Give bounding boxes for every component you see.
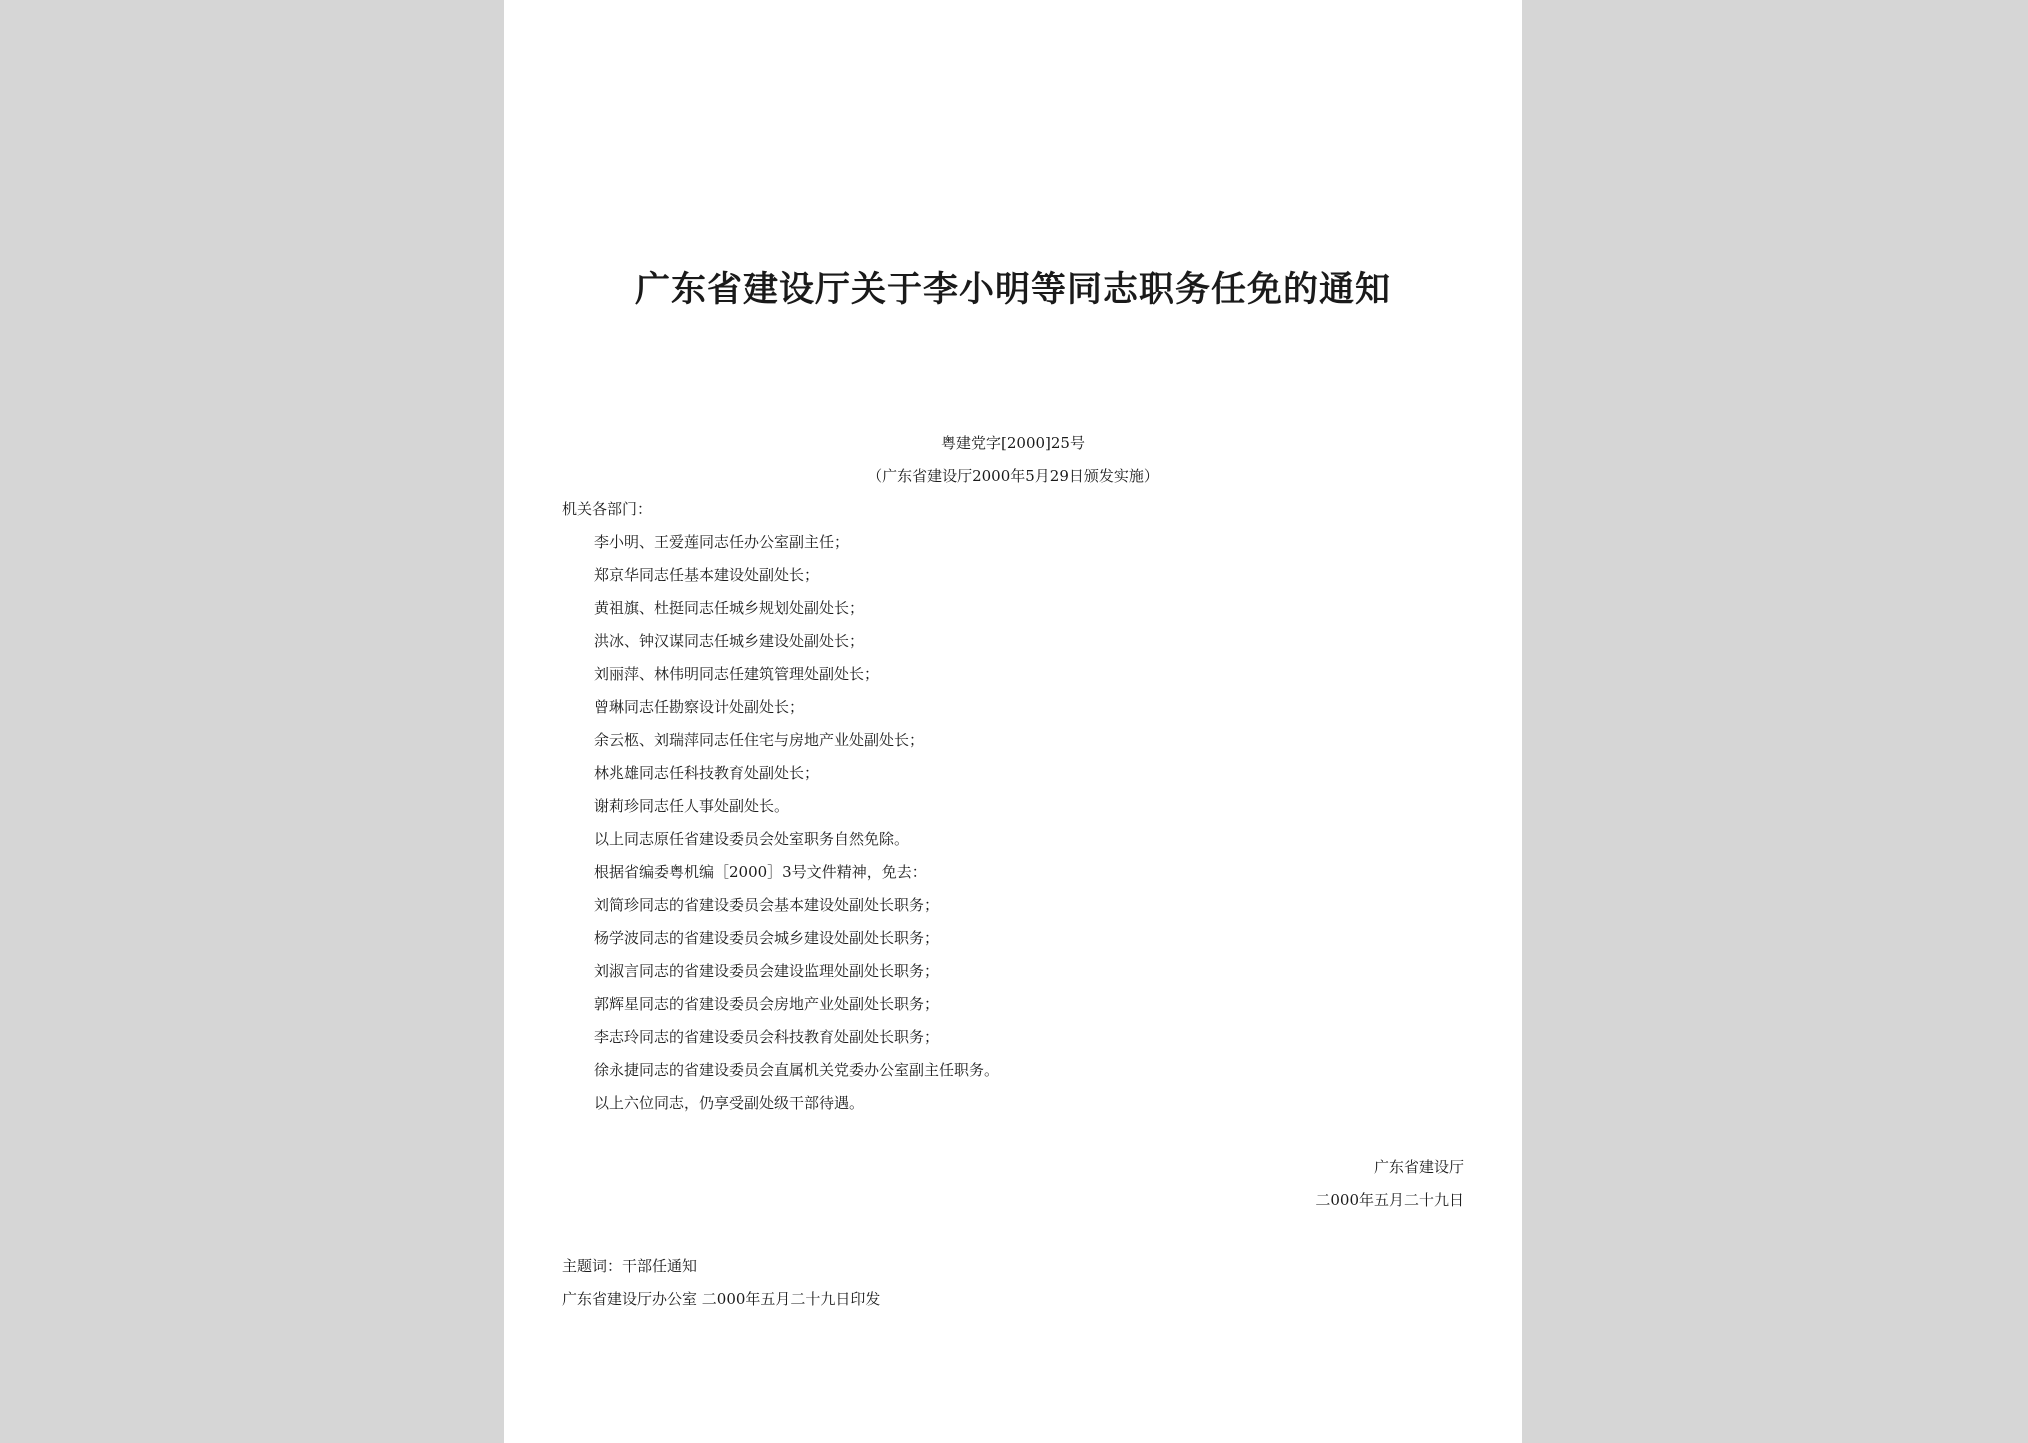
body-line: 根据省编委粤机编［2000］3号文件精神，免去： xyxy=(594,863,927,881)
body-line: 余云柩、刘瑞萍同志任住宅与房地产业处副处长； xyxy=(594,731,925,749)
body-line: 刘丽萍、林伟明同志任建筑管理处副处长； xyxy=(594,665,880,683)
body-line: 李志玲同志的省建设委员会科技教育处副处长职务； xyxy=(594,1028,940,1046)
body-line: 徐永捷同志的省建设委员会直属机关党委办公室副主任职务。 xyxy=(594,1061,1000,1079)
signature-date: 二000年五月二十九日 xyxy=(1315,1191,1464,1209)
body-line: 杨学波同志的省建设委员会城乡建设处副处长职务； xyxy=(594,929,940,947)
body-line: 黄祖旗、杜挺同志任城乡规划处副处长； xyxy=(594,599,865,617)
body-line: 以上六位同志，仍享受副处级干部待遇。 xyxy=(594,1094,865,1112)
body-line: 刘淑言同志的省建设委员会建设监理处副处长职务； xyxy=(594,962,940,980)
issue-note: （广东省建设厅2000年5月29日颁发实施） xyxy=(867,467,1159,485)
print-line: 广东省建设厅办公室 二000年五月二十九日印发 xyxy=(562,1290,881,1308)
document-page xyxy=(504,0,1522,1443)
body-line: 林兆雄同志任科技教育处副处长； xyxy=(594,764,820,782)
body-line: 郭辉星同志的省建设委员会房地产业处副处长职务； xyxy=(594,995,940,1013)
keywords-line: 主题词：干部任通知 xyxy=(562,1257,698,1275)
salutation: 机关各部门： xyxy=(562,500,653,518)
body-line: 刘简珍同志的省建设委员会基本建设处副处长职务； xyxy=(594,896,940,914)
document-number: 粤建党字[2000]25号 xyxy=(941,434,1085,452)
body-line: 以上同志原任省建设委员会处室职务自然免除。 xyxy=(594,830,910,848)
body-line: 洪冰、钟汉谋同志任城乡建设处副处长； xyxy=(594,632,865,650)
body-line: 谢莉珍同志任人事处副处长。 xyxy=(594,797,790,815)
appointment-list xyxy=(594,531,999,1125)
body-line: 李小明、王爱莲同志任办公室副主任； xyxy=(594,533,850,551)
signature-organization: 广东省建设厅 xyxy=(1373,1158,1464,1176)
body-line: 郑京华同志任基本建设处副处长； xyxy=(594,566,820,584)
body-line: 曾琳同志任勘察设计处副处长； xyxy=(594,698,805,716)
document-title: 广东省建设厅关于李小明等同志职务任免的通知 xyxy=(634,269,1391,310)
